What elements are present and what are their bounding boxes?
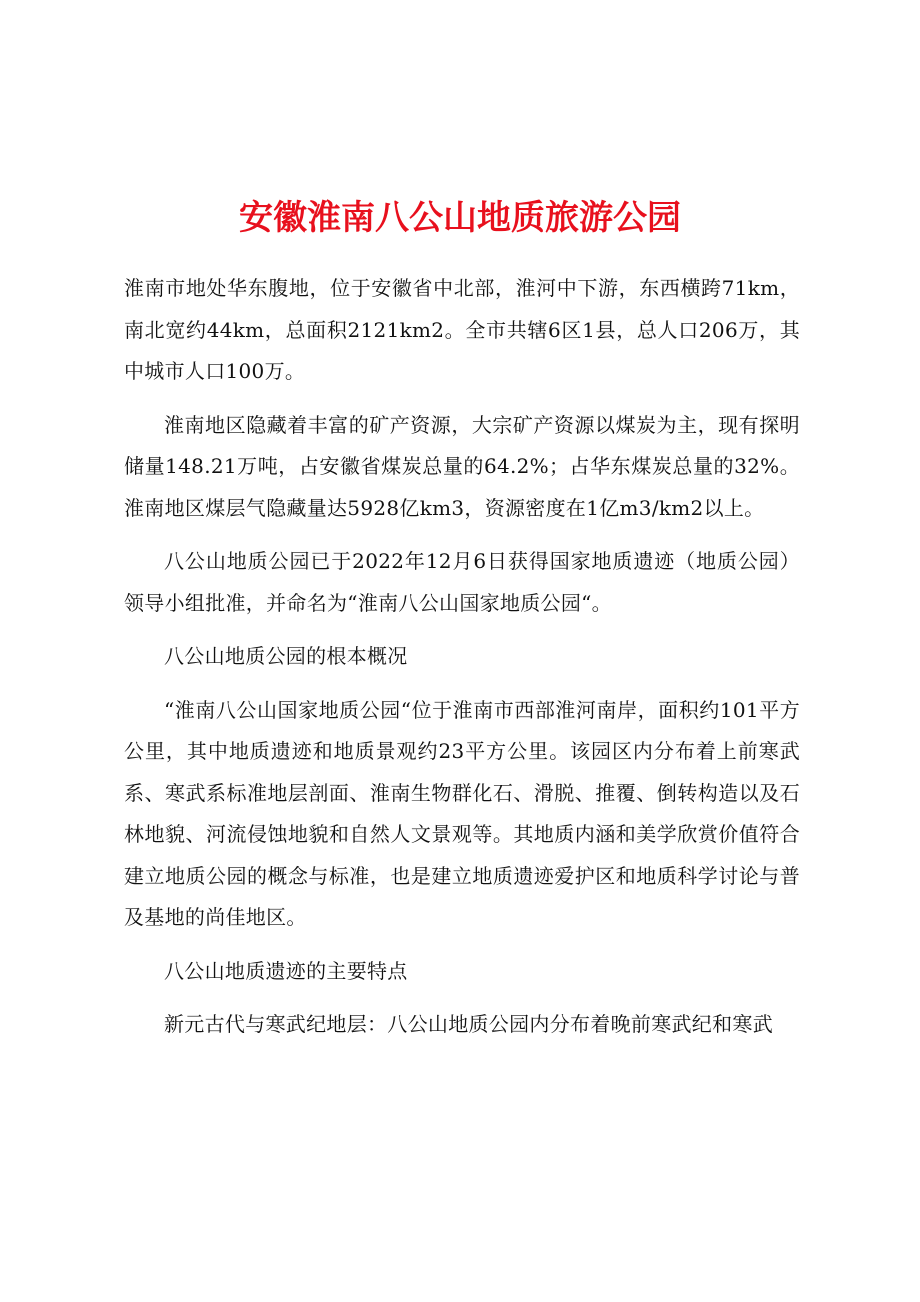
section-heading-overview: 八公山地质公园的根本概况 [164,644,408,668]
document-body [124,268,800,1058]
paragraph-intro: 淮南市地处华东腹地，位于安徽省中北部，淮河中下游，东西横跨71km，南北宽约44km，总面积2121km2。全市共辖6区1县，总人口206万，其中城市人口100万。 [124,276,800,383]
paragraph-features: 新元古代与寒武纪地层：八公山地质公园内分布着晚前寒武纪和寒武 [164,1012,773,1036]
section-heading-features: 八公山地质遗迹的主要特点 [164,958,408,983]
paragraph-overview: “淮南八公山国家地质公园“位于淮南市西部淮河南岸，面积约101平方公里，其中地质遗迹和地质景观约23平方公里。该园区内分布着上前寒武系、寒武系标准地层剖面、淮南生物群化石、滑脱、推覆、倒转构造以及石林地貌、河流侵蚀地貌和自然人文景观等。其地质内涵和美学欣赏价值符合建立地质公园的概念与标准，也是建立地质遗迹爱护区和地质科学讨论与普及基地的尚佳地区。 [124,697,800,929]
paragraph-mineral-resources: 淮南地区隐藏着丰富的矿产资源，大宗矿产资源以煤炭为主，现有探明储量148.21万吨，占安徽省煤炭总量的64.2%；占华东煤炭总量的32%。淮南地区煤层气隐藏量达5928亿km3，资源密度在1亿m3/km2以上。 [124,412,800,520]
document-title: 安徽淮南八公山地质旅游公园 [239,198,681,238]
paragraph-park-approval: 八公山地质公园已于2022年12月6日获得国家地质遗迹（地质公园）领导小组批准，并命名为“淮南八公山国家地质公园“。 [124,549,800,615]
